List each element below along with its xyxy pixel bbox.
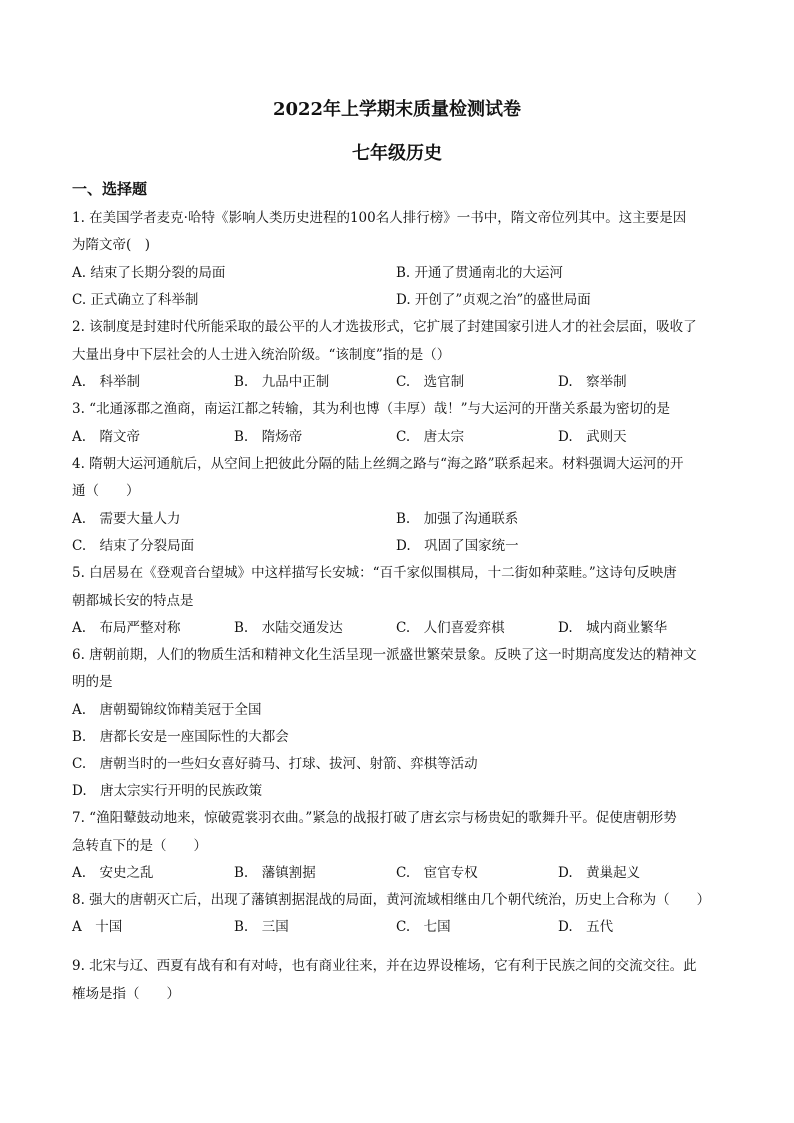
section-heading: 一、选择题 xyxy=(72,180,148,198)
q8-stem-line-1: 8. 强大的唐朝灭亡后，出现了藩镇割据混战的局面，黄河流域相继由几个朝代统治，历史上合称为（ ） xyxy=(72,892,711,908)
q5-stem-line-2: 朝都城长安的特点是 xyxy=(72,593,194,609)
q6-stem-line-2: 明的是 xyxy=(72,674,113,690)
q3-stem-line-1: 3. “北通涿郡之渔商，南运江都之转输，其为利也博（丰厚）哉！”与大运河的开凿关系最为密切的是 xyxy=(72,401,670,417)
q1-option-a: A. 结束了长期分裂的局面 xyxy=(72,265,226,281)
q6-option-d: D. 唐太宗实行开明的民族政策 xyxy=(72,783,263,799)
q8-option-b: B. 三国 xyxy=(234,919,289,935)
q6-option-c: C. 唐朝当时的一些妇女喜好骑马、打球、拔河、射箭、弈棋等活动 xyxy=(72,756,478,772)
q1-option-d: D. 开创了”贞观之治”的盛世局面 xyxy=(396,292,591,308)
q4-option-a: A. 需要大量人力 xyxy=(72,511,181,527)
q7-option-b: B. 藩镇割据 xyxy=(234,865,316,881)
q1-option-c: C. 正式确立了科举制 xyxy=(72,292,199,308)
q2-stem-line-1: 2. 该制度是封建时代所能采取的最公平的人才选拔形式，它扩展了封建国家引进人才的社会层面，吸收了 xyxy=(72,319,697,335)
q6-option-a: A. 唐朝蜀锦纹饰精美冠于全国 xyxy=(72,702,262,718)
q4-option-d: D. 巩固了国家统一 xyxy=(396,538,519,554)
q7-stem-line-1: 7. “渔阳鼙鼓动地来，惊破霓裳羽衣曲。”紧急的战报打破了唐玄宗与杨贵妃的歌舞升平。促使唐朝形势 xyxy=(72,810,677,826)
q1-option-b: B. 开通了贯通南北的大运河 xyxy=(396,265,564,281)
q6-option-b: B. 唐都长安是一座国际性的大都会 xyxy=(72,729,289,745)
q5-option-a: A. 布局严整对称 xyxy=(72,620,181,636)
exam-subtitle: 七年级历史 xyxy=(352,143,442,164)
q4-option-b: B. 加强了沟通联系 xyxy=(396,511,519,527)
q2-stem-line-2: 大量出身中下层社会的人士进入统治阶级。“该制度”指的是（） xyxy=(72,347,451,363)
q7-option-a: A. 安史之乱 xyxy=(72,865,154,881)
q6-stem-line-1: 6. 唐朝前期，人们的物质生活和精神文化生活呈现一派盛世繁荣景象。反映了这一时期高度发达的精神文 xyxy=(72,647,697,663)
q5-option-c: C. 人们喜爱弈棋 xyxy=(396,620,505,636)
q7-stem-line-2: 急转直下的是（ ） xyxy=(72,838,207,854)
q3-option-d: D. 武则天 xyxy=(558,429,627,445)
q5-option-d: D. 城内商业繁华 xyxy=(558,620,668,636)
q8-option-c: C. 七国 xyxy=(396,919,451,935)
q3-option-b: B. 隋炀帝 xyxy=(234,429,303,445)
q7-option-d: D. 黄巢起义 xyxy=(558,865,641,881)
q1-stem-line-1: 1. 在美国学者麦克·哈特《影响人类历史进程的100名人排行榜》一书中，隋文帝位列其中。这主要是因 xyxy=(72,210,687,226)
q8-option-d: D. 五代 xyxy=(558,919,614,935)
q5-option-b: B. 水陆交通发达 xyxy=(234,620,343,636)
q4-stem-line-1: 4. 隋朝大运河通航后，从空间上把彼此分隔的陆上丝绸之路与“海之路”联系起来。材料强调大运河的开 xyxy=(72,456,684,472)
q2-option-c: C. 选官制 xyxy=(396,374,465,390)
q5-stem-line-1: 5. 白居易在《登观音台望城》中这样描写长安城：“百千家似围棋局，十二街如种菜畦。”这诗句反映唐 xyxy=(72,565,677,581)
q9-stem-line-1: 9. 北宋与辽、西夏有战有和有对峙，也有商业往来，并在边界设榷场，它有利于民族之间的交流交往。此 xyxy=(72,958,697,974)
q1-stem-line-2: 为隋文帝( ) xyxy=(72,237,151,253)
q3-option-a: A. 隋文帝 xyxy=(72,429,141,445)
q2-option-a: A. 科举制 xyxy=(72,374,141,390)
q2-option-d: D. 察举制 xyxy=(558,374,627,390)
q7-option-c: C. 宦官专权 xyxy=(396,865,478,881)
q8-option-a: A 十国 xyxy=(72,919,123,935)
q2-option-b: B. 九品中正制 xyxy=(234,374,330,390)
q9-stem-line-2: 榷场是指（ ） xyxy=(72,986,180,1002)
q4-option-c: C. 结束了分裂局面 xyxy=(72,538,195,554)
exam-title: 2022年上学期末质量检测试卷 xyxy=(272,99,522,120)
q4-stem-line-2: 通（ ） xyxy=(72,483,140,499)
q3-option-c: C. 唐太宗 xyxy=(396,429,465,445)
